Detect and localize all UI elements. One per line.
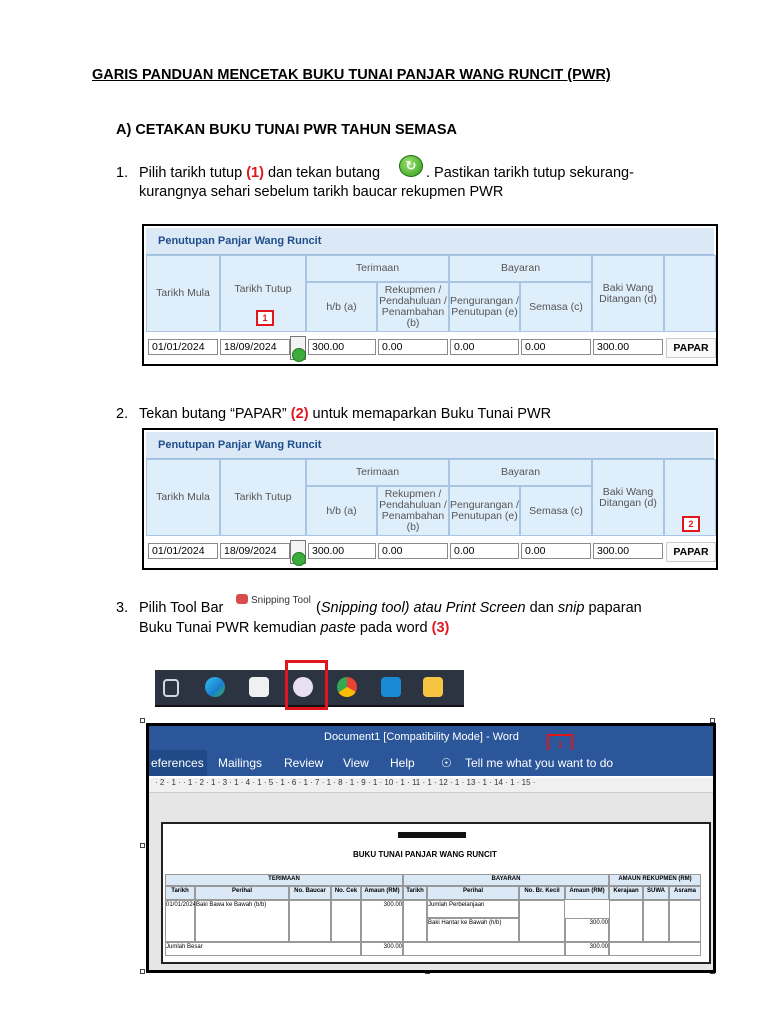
cell-r1-cek bbox=[331, 900, 361, 942]
total-bayaran: 300.00 bbox=[565, 942, 609, 956]
cell-r1-perihal: Baki Bawa ke Bawah (b/b) bbox=[195, 900, 289, 942]
word-ribbon bbox=[149, 750, 713, 776]
col-perihal: Perihal bbox=[195, 886, 289, 900]
total-amaun bbox=[609, 942, 701, 956]
pengurangan-field[interactable]: 0.00 bbox=[450, 339, 519, 355]
cell-r1-perihal-b: Jumlah Perbelanjaan bbox=[427, 900, 519, 918]
snipping-tool-icon bbox=[236, 594, 248, 604]
papar-button[interactable]: PAPAR bbox=[666, 338, 716, 358]
grp-terimaan: Terimaan bbox=[306, 459, 449, 486]
col-tarikh-mula: Tarikh Mula bbox=[146, 459, 220, 536]
cell-r1-br bbox=[519, 900, 565, 942]
step-3-text-b: ( bbox=[316, 600, 321, 616]
col-semasa: Semasa (c) bbox=[520, 282, 592, 332]
pwr-panel-1 bbox=[142, 224, 718, 366]
col-no-br: No. Br. Kecil bbox=[519, 886, 565, 900]
section-heading: A) CETAKAN BUKU TUNAI PWR TAHUN SEMASA bbox=[116, 122, 457, 138]
panel-title: Penutupan Panjar Wang Runcit bbox=[158, 235, 322, 247]
step-1-text-a: Pilih tarikh tutup bbox=[139, 165, 247, 181]
step-3-line-2 bbox=[139, 618, 449, 638]
grp-bayaran: Bayaran bbox=[449, 255, 592, 282]
marker-2: 2 bbox=[682, 516, 700, 532]
step-1-line-2: kurangnya sehari sebelum tarikh baucar rekupmen PWR bbox=[139, 184, 504, 200]
total-terimaan: 300.00 bbox=[361, 942, 403, 956]
step-3-line2-a: Buku Tunai PWR kemudian bbox=[139, 620, 321, 636]
semasa-field[interactable]: 0.00 bbox=[521, 543, 591, 559]
store-icon[interactable] bbox=[249, 677, 269, 697]
word-title: Document1 [Compatibility Mode] - Word bbox=[324, 731, 519, 743]
redacted-header bbox=[398, 832, 466, 838]
lightbulb-icon: ☉ bbox=[441, 756, 452, 770]
snipping-tool-label bbox=[236, 594, 311, 606]
step-2-line bbox=[139, 404, 551, 424]
chrome-icon[interactable] bbox=[337, 677, 357, 697]
rekupmen-field[interactable]: 0.00 bbox=[378, 339, 448, 355]
cell-r1-amaun: 300.00 bbox=[361, 900, 403, 942]
snipping-tool-text: Snipping Tool bbox=[251, 595, 311, 606]
step-2-number: 2. bbox=[116, 406, 129, 422]
col-kerajaan: Kerajaan bbox=[609, 886, 643, 900]
col-tarikh-mula: Tarikh Mula bbox=[146, 255, 220, 332]
baki-field[interactable]: 300.00 bbox=[593, 339, 663, 355]
rekupmen-field[interactable]: 0.00 bbox=[378, 543, 448, 559]
pengurangan-field[interactable]: 0.00 bbox=[450, 543, 519, 559]
grp-amaun: AMAUN REKUPMEN (RM) bbox=[609, 874, 701, 886]
step-3-text-a: Pilih Tool Bar bbox=[139, 600, 224, 616]
pwr-panel-2 bbox=[142, 428, 718, 570]
cell-r1-asrama bbox=[669, 900, 701, 942]
step-3-line2-italic: paste bbox=[320, 620, 356, 636]
explorer-icon[interactable] bbox=[423, 677, 443, 697]
step-2-text-a: Tekan butang “PAPAR” bbox=[139, 406, 291, 422]
tarikh-mula-field[interactable]: 01/01/2024 bbox=[148, 339, 218, 355]
col-tarikh: Tarikh bbox=[165, 886, 195, 900]
papar-button[interactable]: PAPAR bbox=[666, 542, 716, 562]
step-3-line-1 bbox=[316, 598, 642, 618]
col-perihal-b: Perihal bbox=[427, 886, 519, 900]
col-rekupmen: Rekupmen / Pendahuluan / Penambahan (b) bbox=[377, 282, 449, 332]
step-1-number: 1. bbox=[116, 165, 129, 181]
grp-terimaan: TERIMAAN bbox=[165, 874, 403, 886]
mail-icon[interactable] bbox=[381, 677, 401, 697]
refresh-icon[interactable] bbox=[292, 552, 306, 566]
col-amaun-b: Amaun (RM) bbox=[565, 886, 609, 900]
tab-references[interactable]: eferences bbox=[151, 756, 204, 770]
col-pengurangan: Pengurangan / Penutupan (e) bbox=[449, 282, 520, 332]
doc-heading: BUKU TUNAI PANJAR WANG RUNCIT bbox=[353, 850, 497, 859]
col-tarikh-tutup: Tarikh Tutup bbox=[220, 255, 306, 332]
ruler: · 2 · 1 · · 1 · 2 · 1 · 3 · 1 · 4 · 1 · 5 · 1 · 6 · 1 · 7 · 1 · 8 · 1 · 9 · 1 · 10 · 1 · 11 · 1 · 12 · 1 · 13 · 1 · 14 · 1 · 15 · bbox=[149, 778, 713, 793]
marker-1: 1 bbox=[256, 310, 274, 326]
grp-terimaan: Terimaan bbox=[306, 255, 449, 282]
hb-field[interactable]: 300.00 bbox=[308, 543, 376, 559]
col-baki: Baki Wang Ditangan (d) bbox=[592, 255, 664, 332]
col-suwa: SUWA bbox=[643, 886, 669, 900]
cell-r1-suwa bbox=[643, 900, 669, 942]
refresh-icon: ↻ bbox=[399, 155, 423, 177]
step-2-text-b: untuk memaparkan Buku Tunai PWR bbox=[308, 406, 552, 422]
col-asrama: Asrama bbox=[669, 886, 701, 900]
snipping-highlight bbox=[285, 660, 328, 710]
cell-r2-amaun-b: 300.00 bbox=[565, 918, 609, 942]
col-hb: h/b (a) bbox=[306, 282, 377, 332]
edge-icon[interactable] bbox=[205, 677, 225, 697]
panel-header bbox=[146, 432, 714, 459]
total-spacer bbox=[403, 942, 565, 956]
tab-help[interactable]: Help bbox=[390, 756, 415, 770]
tab-view[interactable]: View bbox=[343, 756, 369, 770]
tarikh-tutup-field[interactable]: 18/09/2024 bbox=[220, 339, 290, 355]
step-3-marker: (3) bbox=[431, 620, 450, 636]
tarikh-mula-field[interactable]: 01/01/2024 bbox=[148, 543, 218, 559]
col-no-cek: No. Cek bbox=[331, 886, 361, 900]
task-view-icon[interactable] bbox=[163, 679, 179, 697]
col-no-baucar: No. Baucar bbox=[289, 886, 331, 900]
col-baki: Baki Wang Ditangan (d) bbox=[592, 459, 664, 536]
step-1-line-1 bbox=[139, 163, 380, 183]
word-window bbox=[146, 723, 716, 973]
panel-title: Penutupan Panjar Wang Runcit bbox=[158, 439, 322, 451]
col-action bbox=[664, 255, 716, 332]
step-3-text-d: paparan bbox=[584, 600, 642, 616]
total-label: Jumlah Besar bbox=[165, 942, 361, 956]
tab-mailings[interactable]: Mailings bbox=[218, 756, 263, 770]
semasa-field[interactable]: 0.00 bbox=[521, 339, 591, 355]
cell-r1-baucar bbox=[289, 900, 331, 942]
tab-review[interactable]: Review bbox=[284, 756, 324, 770]
step-3-text-c: dan bbox=[525, 600, 558, 616]
page-title: GARIS PANDUAN MENCETAK BUKU TUNAI PANJAR WANG RUNCIT (PWR) bbox=[92, 67, 611, 83]
word-titlebar bbox=[149, 726, 713, 750]
tarikh-tutup-field[interactable]: 18/09/2024 bbox=[220, 543, 290, 559]
grp-bayaran: BAYARAN bbox=[403, 874, 609, 886]
col-pengurangan: Pengurangan / Penutupan (e) bbox=[449, 486, 520, 536]
pasted-image bbox=[161, 822, 711, 964]
cell-r1-kerajaan bbox=[609, 900, 643, 942]
refresh-icon[interactable] bbox=[292, 348, 306, 362]
marker-3: 3 bbox=[547, 734, 573, 756]
col-tarikh-tutup: Tarikh Tutup bbox=[220, 459, 306, 536]
step-3-italic-b: Snipping tool) atau Print Screen bbox=[320, 600, 526, 616]
col-rekupmen: Rekupmen / Pendahuluan / Penambahan (b) bbox=[377, 486, 449, 536]
grp-bayaran: Bayaran bbox=[449, 459, 592, 486]
step-3-number: 3. bbox=[116, 600, 129, 616]
col-semasa: Semasa (c) bbox=[520, 486, 592, 536]
col-tarikh-b: Tarikh bbox=[403, 886, 427, 900]
step-1-marker: (1) bbox=[246, 165, 264, 181]
cell-r2-perihal-b: Baki Hantar ke Bawah (h/b) bbox=[427, 918, 519, 942]
step-3-italic-c: snip bbox=[557, 600, 585, 616]
step-3-line2-b: pada word bbox=[355, 620, 432, 636]
tell-me-box[interactable]: Tell me what you want to do bbox=[465, 756, 614, 770]
col-hb: h/b (a) bbox=[306, 486, 377, 536]
baki-field[interactable]: 300.00 bbox=[593, 543, 663, 559]
step-1-text-c: . Pastikan tarikh tutup sekurang- bbox=[426, 165, 634, 181]
hb-field[interactable]: 300.00 bbox=[308, 339, 376, 355]
step-2-marker: (2) bbox=[290, 406, 309, 422]
col-amaun: Amaun (RM) bbox=[361, 886, 403, 900]
cell-r1-tarikh-b bbox=[403, 900, 427, 942]
cell-r1-tarikh: 01/01/2024 bbox=[165, 900, 195, 942]
panel-header bbox=[146, 228, 714, 255]
step-1-text-b: dan tekan butang bbox=[263, 165, 381, 181]
